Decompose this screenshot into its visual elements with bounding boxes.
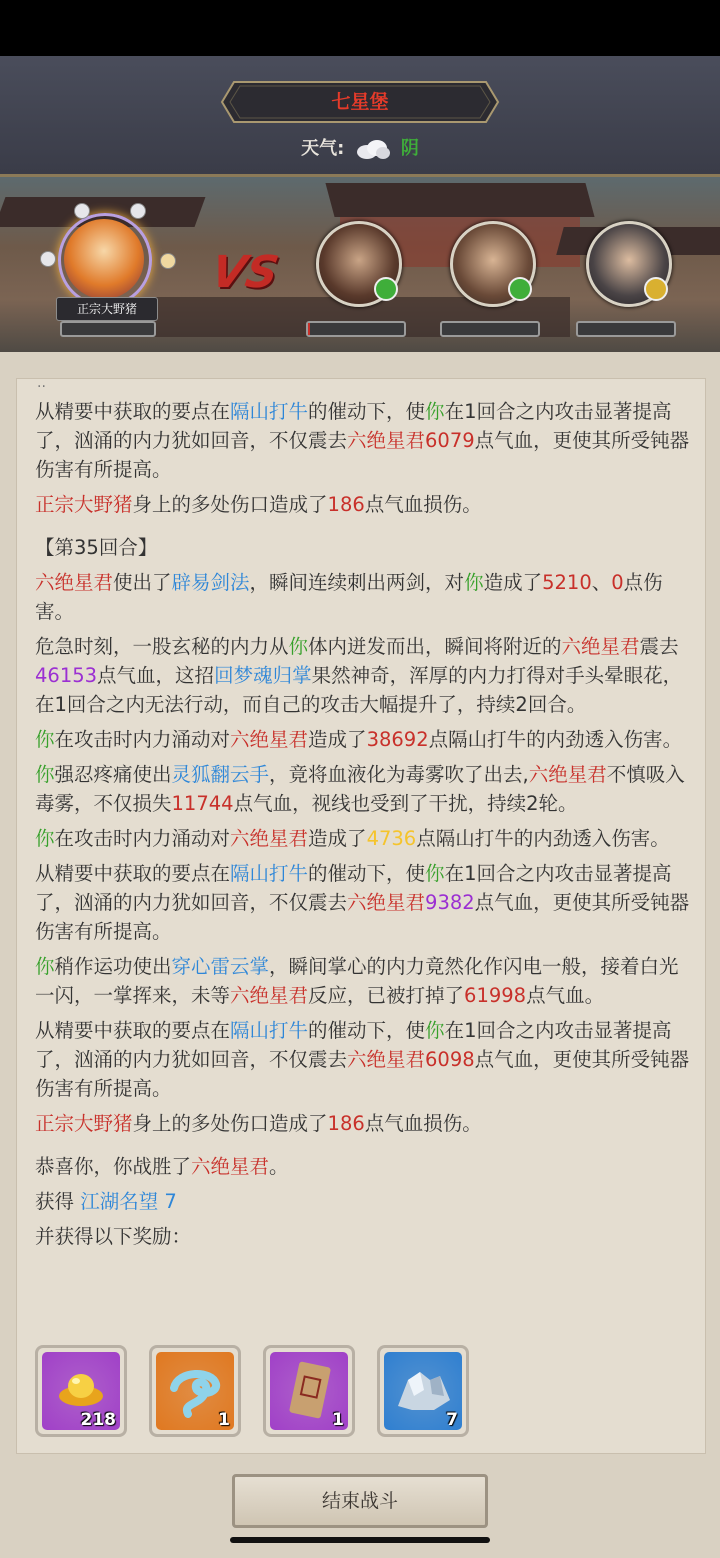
reward-item[interactable] xyxy=(263,1345,355,1437)
log-segment: 身上的多处伤口造成了 xyxy=(132,1112,328,1135)
log-segment: 强忍疼痛使出 xyxy=(54,763,172,786)
log-segment: 灵狐翻云手 xyxy=(171,763,270,786)
end-battle-button[interactable]: 结束战斗 xyxy=(232,1474,488,1528)
log-segment: 六绝星君 xyxy=(230,728,309,751)
log-segment: 9382 xyxy=(425,891,475,914)
battle-header xyxy=(0,56,720,177)
log-segment: 5210 xyxy=(542,571,592,594)
log-segment: 你 xyxy=(464,571,484,594)
log-segment: 体内迸发而出，瞬间将附近的 xyxy=(308,635,562,658)
log-segment: 点气血，更使其所受钝器伤害有所提高。 xyxy=(35,429,690,481)
log-segment: 、 xyxy=(591,571,612,594)
log-entry xyxy=(35,824,691,853)
battle-log-panel[interactable] xyxy=(16,378,706,1454)
log-segment: 六绝星君6079 xyxy=(347,429,475,452)
reward-item[interactable] xyxy=(377,1345,469,1437)
log-segment: 正宗大野猪 xyxy=(35,1112,133,1135)
log-segment: 从精要中获取的要点在 xyxy=(35,400,231,423)
location-title-plate xyxy=(220,80,500,124)
log-segment: 江湖名望 7 xyxy=(80,1190,177,1213)
log-entry xyxy=(35,1152,691,1181)
log-segment: 你 xyxy=(35,827,55,850)
log-entry xyxy=(35,725,691,754)
reward-count: 7 xyxy=(446,1410,458,1430)
reward-count: 1 xyxy=(218,1410,230,1430)
battle-scene xyxy=(0,177,720,352)
log-entry xyxy=(35,952,691,1010)
enemy-hp-bar xyxy=(306,321,406,337)
log-segment: 六绝星君 xyxy=(230,827,309,850)
log-segment: 点气血。 xyxy=(526,984,605,1007)
log-segment: 六绝星君 xyxy=(191,1155,270,1178)
player-hp-bar xyxy=(60,321,156,337)
log-segment: 186 xyxy=(327,1112,365,1135)
log-segment: 的催动下，使 xyxy=(308,1019,426,1042)
player-avatar[interactable] xyxy=(52,207,152,307)
log-segment: 38692 xyxy=(366,728,429,751)
log-segment: 186 xyxy=(327,493,365,516)
log-segment: 在攻击时内力涌动对 xyxy=(54,827,231,850)
boot-icon xyxy=(508,277,532,301)
battle-log xyxy=(35,397,691,1257)
log-entry xyxy=(35,568,691,626)
log-segment: 穿心雷云掌 xyxy=(171,955,270,978)
log-segment: 你 xyxy=(35,763,55,786)
red-envelope-icon xyxy=(288,1360,332,1420)
buff-orb-icon xyxy=(160,253,176,269)
log-segment: 辟易剑法 xyxy=(171,571,250,594)
log-segment: 你 xyxy=(425,400,445,423)
log-entry xyxy=(35,1187,691,1216)
log-segment: 并获得以下奖励： xyxy=(35,1225,192,1248)
log-entry xyxy=(35,1109,691,1138)
weather-row xyxy=(0,134,720,160)
log-entry xyxy=(35,1016,691,1103)
log-segment: 点气血，这招 xyxy=(97,664,215,687)
log-segment: 你 xyxy=(425,1019,445,1042)
log-segment: 点气血，视线也受到了干扰，持续2轮。 xyxy=(233,792,578,815)
log-entry xyxy=(35,632,691,719)
log-entry xyxy=(35,859,691,946)
log-segment: 隔山打牛 xyxy=(230,862,309,885)
log-segment: 你 xyxy=(35,955,55,978)
log-segment: 在攻击时内力涌动对 xyxy=(54,728,231,751)
log-segment: 六绝星君 xyxy=(230,984,309,1007)
log-segment: 危急时刻，一股玄秘的内力从 xyxy=(35,635,289,658)
log-segment: ，瞬间掌心的内力竟然化作闪电一般，接着白光一闪，一掌挥来，未等 xyxy=(35,955,679,1007)
log-segment: 反应，已被打掉了 xyxy=(308,984,465,1007)
log-segment: 正宗大野猪 xyxy=(35,493,133,516)
enemy-hp-bar xyxy=(576,321,676,337)
log-segment: 身上的多处伤口造成了 xyxy=(132,493,328,516)
log-segment: 点气血，更使其所受钝器伤害有所提高。 xyxy=(35,891,690,943)
log-segment: 61998 xyxy=(464,984,527,1007)
log-segment: 【第35回合】 xyxy=(35,536,158,559)
log-segment: 回梦魂归掌 xyxy=(214,664,312,687)
gourd-icon xyxy=(644,277,668,301)
player-name: 正宗大野猪 xyxy=(56,297,158,321)
log-segment: 稍作运功使出 xyxy=(54,955,172,978)
enemy-hp-fill xyxy=(308,323,310,335)
log-segment: 造成了 xyxy=(483,571,543,594)
log-segment: 果然神奇，浑厚的内力打得对手头晕眼花，在1回合之内无法行动，而自己的攻击大幅提升了，持续2回合。 xyxy=(35,664,683,716)
log-segment: 在1回合之内攻击显著提高了，汹涌的内力犹如回音，不仅震去 xyxy=(35,862,672,914)
log-segment: 你 xyxy=(35,728,55,751)
log-segment: 不慎吸入毒雾，不仅损失 xyxy=(35,763,685,815)
weather-label: 天气: xyxy=(301,138,345,159)
log-entry xyxy=(35,760,691,818)
scene-roof xyxy=(325,183,594,217)
log-segment: 获得 xyxy=(35,1190,81,1213)
log-segment: 六绝星君 xyxy=(35,571,114,594)
gold-ingot-icon xyxy=(56,1368,106,1408)
log-segment: 造成了 xyxy=(308,728,367,751)
log-entry xyxy=(35,397,691,484)
log-segment: 造成了 xyxy=(308,827,367,850)
log-segment: 六绝星君 xyxy=(561,635,640,658)
log-segment: 的催动下，使 xyxy=(308,400,426,423)
log-segment: 恭喜你，你战胜了 xyxy=(35,1155,192,1178)
log-segment: 点气血，更使其所受钝器伤害有所提高。 xyxy=(35,1048,690,1100)
scroll-indicator: ·· xyxy=(37,379,46,395)
blue-silk-icon xyxy=(168,1362,224,1418)
log-segment: 使出了 xyxy=(113,571,172,594)
buff-orb-icon xyxy=(130,203,146,219)
home-indicator[interactable] xyxy=(230,1537,490,1543)
vs-label: VS xyxy=(207,247,283,298)
enemy-hp-bar xyxy=(440,321,540,337)
reward-item[interactable] xyxy=(149,1345,241,1437)
log-segment: 点隔山打牛的内劲透入伤害。 xyxy=(428,728,683,751)
log-segment: 的催动下，使 xyxy=(308,862,426,885)
log-segment: 在1回合之内攻击显著提高了，汹涌的内力犹如回音，不仅震去 xyxy=(35,1019,672,1071)
log-segment: ，竟将血液化为毒雾吹了出去, xyxy=(269,763,529,786)
log-segment: 六绝星君6098 xyxy=(347,1048,475,1071)
reward-count: 1 xyxy=(332,1410,344,1430)
crystal-ore-icon xyxy=(394,1366,454,1414)
log-entry xyxy=(35,533,691,562)
cloud-icon xyxy=(355,138,391,160)
location-title: 七星堡 xyxy=(331,91,389,113)
log-segment: 从精要中获取的要点在 xyxy=(35,1019,231,1042)
log-segment: 46153 xyxy=(35,664,98,687)
log-segment: 4736 xyxy=(366,827,417,850)
log-segment: ，瞬间连续刺出两剑，对 xyxy=(249,571,465,594)
log-segment: 点伤害。 xyxy=(35,571,663,623)
sword-icon xyxy=(374,277,398,301)
log-entry xyxy=(35,490,691,519)
reward-count: 218 xyxy=(80,1410,116,1430)
log-segment: 点气血损伤。 xyxy=(364,1112,482,1135)
log-segment: 点隔山打牛的内劲透入伤害。 xyxy=(416,827,670,850)
log-entry xyxy=(35,1222,691,1251)
reward-item[interactable] xyxy=(35,1345,127,1437)
log-segment: 你 xyxy=(288,635,309,658)
log-segment: 从精要中获取的要点在 xyxy=(35,862,231,885)
log-segment: 11744 xyxy=(171,792,234,815)
buff-orb-icon xyxy=(40,251,56,267)
log-segment: 六绝星君 xyxy=(528,763,607,786)
log-segment: 。 xyxy=(269,1155,289,1178)
player-portrait xyxy=(64,219,144,299)
log-segment: 在1回合之内攻击显著提高了，汹涌的内力犹如回音，不仅震去 xyxy=(35,400,672,452)
log-segment: 0 xyxy=(611,571,624,594)
log-segment: 隔山打牛 xyxy=(230,400,309,423)
log-segment: 震去 xyxy=(639,635,679,658)
log-segment: 点气血损伤。 xyxy=(364,493,482,516)
log-segment: 你 xyxy=(425,862,445,885)
status-bar xyxy=(0,0,720,56)
buff-orb-icon xyxy=(74,203,90,219)
weather-value: 阴 xyxy=(400,138,419,159)
log-segment: 隔山打牛 xyxy=(230,1019,309,1042)
log-segment: 六绝星君 xyxy=(347,891,426,914)
